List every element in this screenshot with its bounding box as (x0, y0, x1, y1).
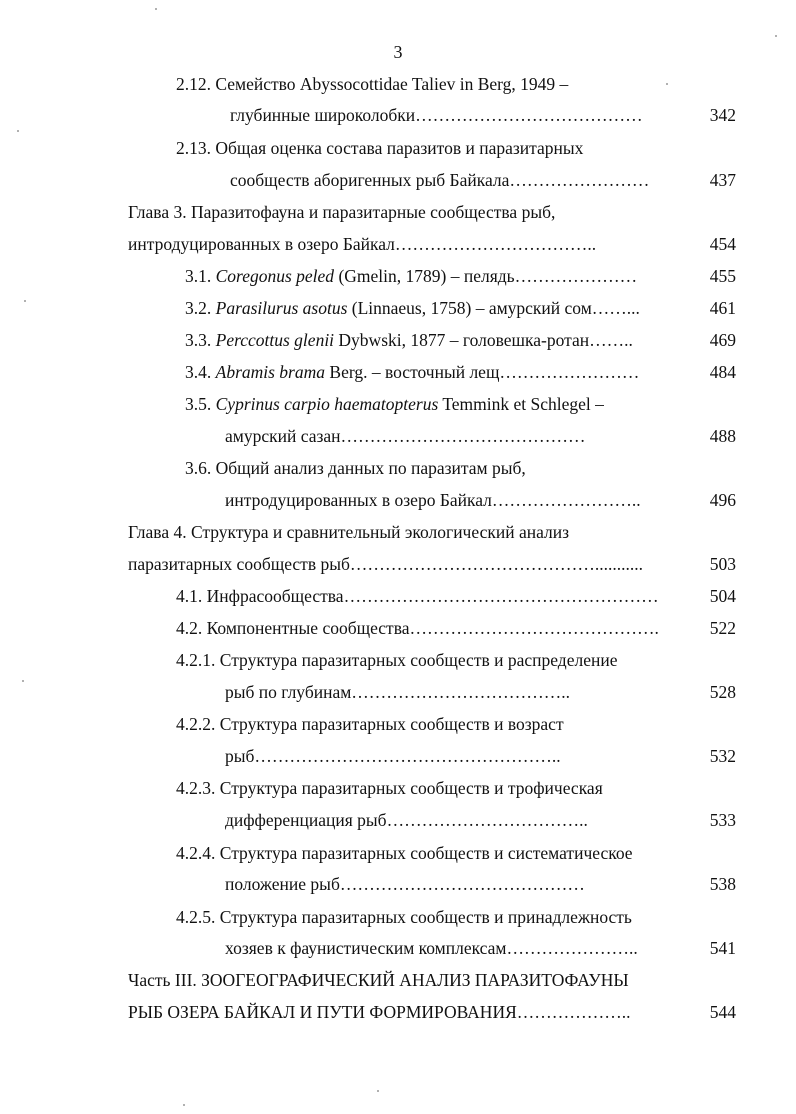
toc-entry-text: 4.1. Инфрасообщества (176, 586, 344, 606)
toc-entry-text: паразитарных сообществ рыб (128, 554, 350, 574)
dot-leader: …….. (589, 330, 633, 350)
dot-leader: ……………………………………. (409, 618, 659, 638)
scan-speck (155, 8, 157, 10)
dot-leader: ……………………………….. (351, 682, 571, 702)
dot-leader: ………………………………… (415, 105, 643, 125)
toc-page-number: 496 (709, 490, 736, 510)
toc-entry-3-6-title: 3.6. Общий анализ данных по паразитам рыб, (185, 458, 526, 478)
toc-page-number: 461 (709, 298, 736, 318)
toc-page-number: 342 (709, 105, 736, 125)
toc-entry-3-4[interactable] (185, 361, 736, 383)
toc-page-number: 469 (709, 330, 736, 350)
toc-entry-text: хозяев к фаунистическим комплексам (225, 938, 507, 958)
toc-entry-2-13-title: 2.13. Общая оценка состава паразитов и паразитарных (176, 138, 584, 158)
toc-entry-2-12-line[interactable] (230, 104, 736, 126)
toc-entry-4-2-2-title: 4.2.2. Структура паразитарных сообществ и возраст (176, 714, 564, 734)
toc-entry-3-1[interactable] (185, 265, 736, 287)
toc-entry-text: рыб (225, 746, 255, 766)
toc-entry-text: интродуцированных в озеро Байкал (128, 234, 395, 254)
dot-leader: ……... (591, 298, 640, 318)
toc-entry-4-1[interactable] (176, 585, 736, 607)
toc-entry-4-2-1-line[interactable] (225, 681, 736, 703)
toc-page-number: 437 (709, 170, 736, 190)
scan-speck (775, 35, 777, 37)
toc-entry-text: положение рыб (225, 874, 340, 894)
dot-leader: …………………………………… (339, 874, 585, 894)
toc-chapter-3-line[interactable] (128, 233, 736, 255)
dot-leader: ……………………………………………… (343, 586, 659, 606)
toc-entry-4-2-4-title: 4.2.4. Структура паразитарных сообществ и систематическое (176, 843, 633, 863)
dot-leader: …………………… (509, 170, 650, 190)
scan-speck (377, 1090, 379, 1092)
toc-page-number: 455 (709, 266, 736, 286)
toc-part-3-title: Часть III. ЗООГЕОГРАФИЧЕСКИЙ АНАЛИЗ ПАРАЗИТОФАУНЫ (128, 970, 629, 990)
scan-speck (17, 130, 19, 132)
toc-entry-4-2-5-line[interactable] (225, 937, 736, 959)
toc-page-number: 484 (709, 362, 736, 382)
dot-leader: ……………….. (516, 1002, 631, 1022)
toc-page-number: 532 (709, 746, 736, 766)
dot-leader: …………………………………… (340, 426, 586, 446)
toc-page-number: 503 (709, 554, 736, 574)
species-name: Cyprinus carpio haematopterus (215, 394, 439, 414)
toc-part-3-line[interactable] (128, 1001, 736, 1023)
toc-entry-4-2-2-line[interactable] (225, 745, 736, 767)
toc-entry-text: 4.2. Компонентные сообщества (176, 618, 410, 638)
toc-entry-4-2-5-title: 4.2.5. Структура паразитарных сообществ и принадлежность (176, 907, 632, 927)
toc-page-number: 533 (709, 810, 736, 830)
species-name: Abramis brama (215, 362, 326, 382)
species-name: Perccottus glenii (215, 330, 335, 350)
toc-page-number: 454 (709, 234, 736, 254)
scan-speck (666, 83, 668, 85)
dot-leader: …………………………………………….. (254, 746, 561, 766)
toc-entry-text: 3.3. Perccottus glenii Dybwski, 1877 – головешка-ротан (185, 330, 590, 350)
toc-entry-text: сообществ аборигенных рыб Байкала (230, 170, 510, 190)
toc-chapter-4-line[interactable] (128, 553, 736, 575)
toc-entry-4-2-3-title: 4.2.3. Структура паразитарных сообществ и трофическая (176, 778, 603, 798)
toc-page-number: 504 (709, 586, 736, 606)
toc-page-number: 528 (709, 682, 736, 702)
scan-speck (183, 1104, 185, 1106)
toc-entry-2-13-line[interactable] (230, 169, 736, 191)
toc-page-number: 538 (709, 874, 736, 894)
species-name: Coregonus peled (215, 266, 335, 286)
toc-entry-3-5-line[interactable] (225, 425, 736, 447)
toc-entry-text: 3.4. Abramis brama Berg. – восточный лещ (185, 362, 500, 382)
dot-leader: …………………… (499, 362, 640, 382)
toc-entry-2-12-title: 2.12. Семейство Abyssocottidae Taliev in Berg, 1949 – (176, 74, 569, 94)
toc-entry-3-2[interactable] (185, 297, 736, 319)
toc-entry-4-2[interactable] (176, 617, 736, 639)
toc-chapter-4-title: Глава 4. Структура и сравнительный экологический анализ (128, 522, 570, 542)
toc-entry-4-2-1-title: 4.2.1. Структура паразитарных сообществ и распределение (176, 650, 618, 670)
toc-page-number: 541 (709, 938, 736, 958)
toc-chapter-3-title: Глава 3. Паразитофауна и паразитарные сообщества рыб, (128, 202, 556, 222)
page-number: 3 (393, 42, 403, 62)
toc-entry-text: 3.1. Coregonus peled (Gmelin, 1789) – пелядь (185, 266, 515, 286)
dot-leader: …………………….. (491, 490, 641, 510)
dot-leader: …………………………….. (394, 234, 597, 254)
toc-entry-4-2-3-line[interactable] (225, 809, 736, 831)
dot-leader: ……………………………………........... (349, 554, 643, 574)
species-name: Parasilurus asotus (215, 298, 348, 318)
toc-entry-text: рыб по глубинам (225, 682, 352, 702)
toc-entry-3-5-title: 3.5. Cyprinus carpio haematopterus Temmink et Schlegel – (185, 394, 604, 414)
toc-entry-3-6-line[interactable] (225, 489, 736, 511)
toc-entry-text: РЫБ ОЗЕРА БАЙКАЛ И ПУТИ ФОРМИРОВАНИЯ (128, 1002, 517, 1022)
toc-entry-4-2-4-line[interactable] (225, 873, 736, 895)
toc-page-number: 544 (709, 1002, 736, 1022)
dot-leader: ………………….. (506, 938, 638, 958)
dot-leader: …………………………….. (386, 810, 588, 830)
toc-entry-text: дифференциация рыб (225, 810, 387, 830)
toc-page-number: 522 (709, 618, 736, 638)
toc-entry-3-3[interactable] (185, 329, 736, 351)
scan-speck (24, 300, 26, 302)
dot-leader: ………………… (514, 266, 638, 286)
toc-entry-text: глубинные широколобки (230, 105, 416, 125)
scan-speck (22, 680, 24, 682)
toc-entry-text: амурский сазан (225, 426, 341, 446)
toc-page-number: 488 (709, 426, 736, 446)
toc-entry-text: 3.2. Parasilurus asotus (Linnaeus, 1758) – амурский сом (185, 298, 592, 318)
toc-entry-text: интродуцированных в озеро Байкал (225, 490, 492, 510)
